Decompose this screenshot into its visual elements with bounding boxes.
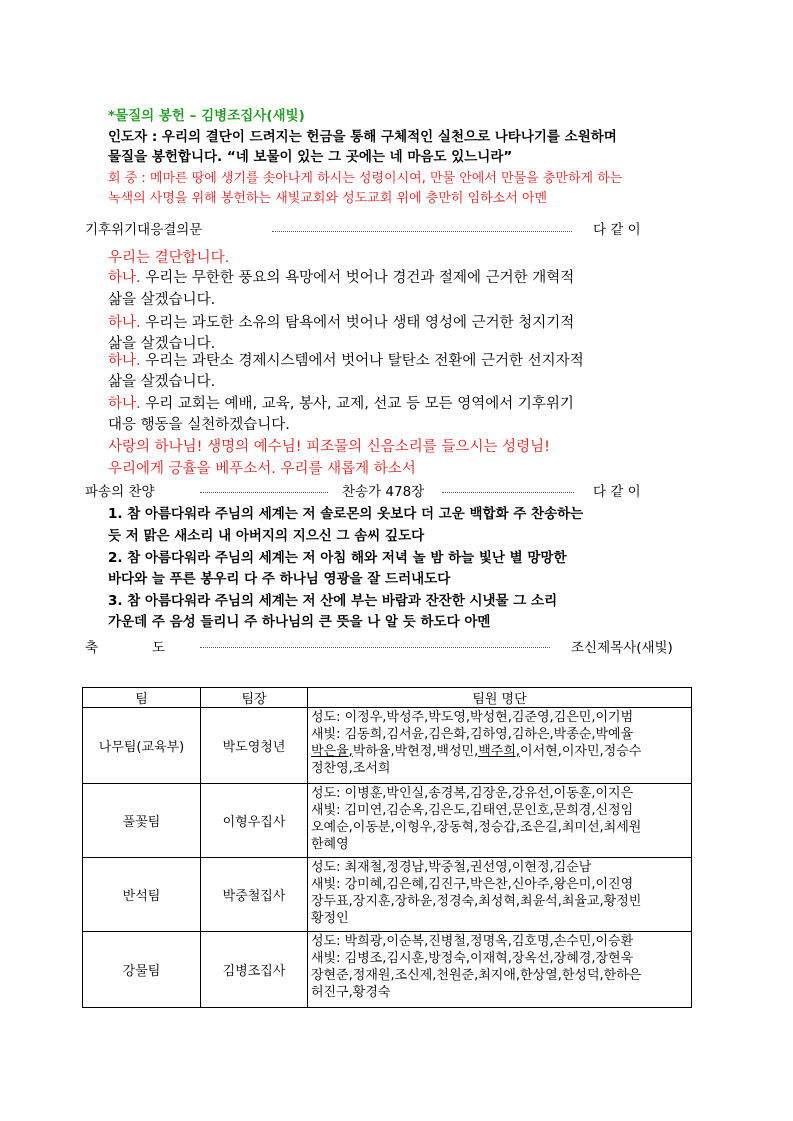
offering-leader-line-1: 인도자 : 우리의 결단이 드려지는 헌금을 통해 구체적인 실천으로 나타나기를 소원하며 — [108, 129, 617, 145]
resolution-item-3-line-1 — [108, 349, 584, 370]
member-line: 정찬영,조서희 — [311, 761, 391, 776]
resolution-item-1-line-1 — [108, 266, 574, 287]
team-members — [308, 708, 692, 784]
member-line: 오예순,이동분,이형우,장동혁,정승갑,조은길,최미선,최세원 — [311, 820, 642, 835]
team-members — [308, 932, 692, 1008]
underlined-name: 백주희, — [478, 744, 521, 759]
hymn-line: 가운데 주 음성 들리니 주 하나님의 큰 뜻을 나 알 듯 하도다 아멘 — [108, 614, 491, 630]
team-name: 반석팀 — [83, 858, 201, 932]
offering-leader-line-2: 물질을 봉헌합니다. “네 보물이 있는 그 곳에는 네 마음도 있느니라” — [108, 149, 513, 165]
benediction-pastor: 조신제목사(새빛) — [571, 640, 673, 656]
member-line: 성도: 박희광,이순복,진병철,정명옥,김호명,손수민,이승환 — [311, 934, 634, 949]
table-row — [83, 932, 692, 1008]
resolution-item-text: 우리는 과도한 소유의 탐욕에서 벗어나 생태 영성에 근거한 청지기적 — [140, 315, 575, 331]
member-line: 새빛: 강미혜,김은혜,김진구,박은찬,신아주,왕은미,이진영 — [311, 877, 634, 892]
benediction-label-1: 축 — [85, 640, 99, 656]
resolution-closing-line-2: 우리에게 긍휼을 베푸소서. 우리를 새롭게 하소서 — [108, 461, 416, 477]
team-members — [308, 858, 692, 932]
member-line: 성도: 이정우,박성주,박도영,박성현,김준영,김은민,이기범 — [311, 710, 634, 725]
team-members — [308, 784, 692, 858]
team-leader: 박중철집사 — [201, 858, 308, 932]
leader-dots — [272, 231, 572, 232]
hymn-line: 2. 참 아름다워라 주님의 세계는 저 아침 해와 저녁 놀 밤 하늘 빛난 별 망망한 — [108, 550, 567, 566]
member-names: 이서현,이자민,정승수 — [520, 744, 642, 759]
member-line: 새빛: 김미연,김순옥,김은도,김태연,문인호,문희경,신정임 — [311, 803, 634, 818]
header-members: 팀원 명단 — [308, 688, 692, 708]
leader-dots — [442, 492, 574, 493]
team-leader: 김병조집사 — [201, 932, 308, 1008]
hymn-label: 파송의 찬양 — [85, 484, 155, 500]
resolution-item-2-line-1 — [108, 311, 574, 332]
member-line: 한혜영 — [311, 837, 349, 852]
resolution-item-prefix: 하나. — [108, 396, 141, 412]
member-line: 허진구,황경숙 — [311, 985, 391, 1000]
offering-heading: *물질의 봉헌 – 김병조집사(새빛) — [108, 108, 305, 124]
team-name: 강물팀 — [83, 932, 201, 1008]
table-row — [83, 708, 692, 784]
team-leader: 이형우집사 — [201, 784, 308, 858]
hymn-who: 다 같 이 — [593, 484, 641, 500]
team-name: 나무팀(교육부) — [83, 708, 201, 784]
table-row — [83, 784, 692, 858]
offering-congregation-line-2: 녹색의 사명을 위해 봉헌하는 새빛교회와 성도교회 위에 충만히 임하소서 아멘 — [108, 191, 548, 206]
offering-congregation-line-1: 회 중 : 메마른 땅에 생기를 솟아나게 하시는 성령이시여, 만물 안에서 만물을 충만하게 하는 — [108, 171, 623, 186]
hymn-line: 1. 참 아름다워라 주님의 세계는 저 솔로몬의 옷보다 더 고운 백합화 주 찬송하는 — [108, 506, 584, 522]
team-name: 풀꽃팀 — [83, 784, 201, 858]
member-names: 박하율,박현정,백성민, — [352, 744, 479, 759]
header-team: 팀 — [83, 688, 201, 708]
resolution-item-text: 우리는 과탄소 경제시스템에서 벗어나 탈탄소 전환에 근거한 선지자적 — [140, 353, 584, 369]
resolution-item-1-line-2: 삶을 살겠습니다. — [108, 292, 216, 308]
resolution-label: 기후위기대응결의문 — [85, 222, 203, 238]
member-line: 성도: 이병훈,박인실,송경복,김장운,강유선,이동훈,이지은 — [311, 786, 634, 801]
resolution-item-text: 우리 교회는 예배, 교육, 봉사, 교제, 선교 등 모든 영역에서 기후위기 — [140, 396, 574, 412]
header-leader: 팀장 — [201, 688, 308, 708]
team-roster-table — [82, 687, 692, 1008]
benediction-label-2: 도 — [152, 640, 166, 656]
resolution-closing-line-1: 사랑의 하나님! 생명의 예수님! 피조물의 신음소리를 들으시는 성령님! — [108, 439, 550, 455]
team-leader: 박도영청년 — [201, 708, 308, 784]
resolution-item-prefix: 하나. — [108, 270, 141, 286]
member-line: 장두표,장지훈,장하윤,정경숙,최성혁,최윤석,최율교,황정빈 — [311, 894, 642, 909]
underlined-name: 박은율, — [311, 744, 353, 759]
table-row — [83, 858, 692, 932]
hymn-line: 3. 참 아름다워라 주님의 세계는 저 산에 부는 바람과 잔잔한 시냇물 그 소리 — [108, 593, 558, 609]
member-line: 새빛: 김병조,김시훈,방정숙,이재혁,장옥선,장혜경,장현욱 — [311, 951, 634, 966]
resolution-item-prefix: 하나. — [108, 315, 141, 331]
resolution-item-text: 우리는 무한한 풍요의 욕망에서 벗어나 경건과 절제에 근거한 개혁적 — [140, 270, 575, 286]
member-line: 성도: 최재철,정경남,박중철,권선영,이현정,김순남 — [311, 860, 592, 875]
member-line: 장현준,정재원,조신제,천원준,최지애,한상열,한성덕,한하은 — [311, 968, 642, 983]
resolution-intro: 우리는 결단합니다. — [108, 250, 230, 266]
leader-dots — [200, 647, 550, 648]
resolution-item-4-line-2: 대응 행동을 실천하겠습니다. — [108, 417, 290, 433]
member-line: 황정인 — [311, 911, 349, 926]
resolution-item-3-line-2: 삶을 살겠습니다. — [108, 374, 216, 390]
resolution-who: 다 같 이 — [593, 222, 641, 238]
resolution-item-2-line-2: 삶을 살겠습니다. — [108, 336, 216, 352]
table-header-row — [83, 688, 692, 708]
leader-dots — [200, 492, 328, 493]
hymn-line: 바다와 늘 푸른 봉우리 다 주 하나님 영광을 잘 드러내도다 — [108, 571, 451, 587]
resolution-item-4-line-1 — [108, 392, 574, 413]
resolution-item-prefix: 하나. — [108, 353, 141, 369]
hymn-line: 듯 저 맑은 새소리 내 아버지의 지으신 그 솜씨 깊도다 — [108, 528, 425, 544]
hymn-number: 찬송가 478장 — [342, 484, 425, 500]
member-line: 새빛: 김동희,김서윤,김은화,김하영,김하은,박종순,박예율 — [311, 727, 634, 742]
member-line — [311, 743, 688, 760]
